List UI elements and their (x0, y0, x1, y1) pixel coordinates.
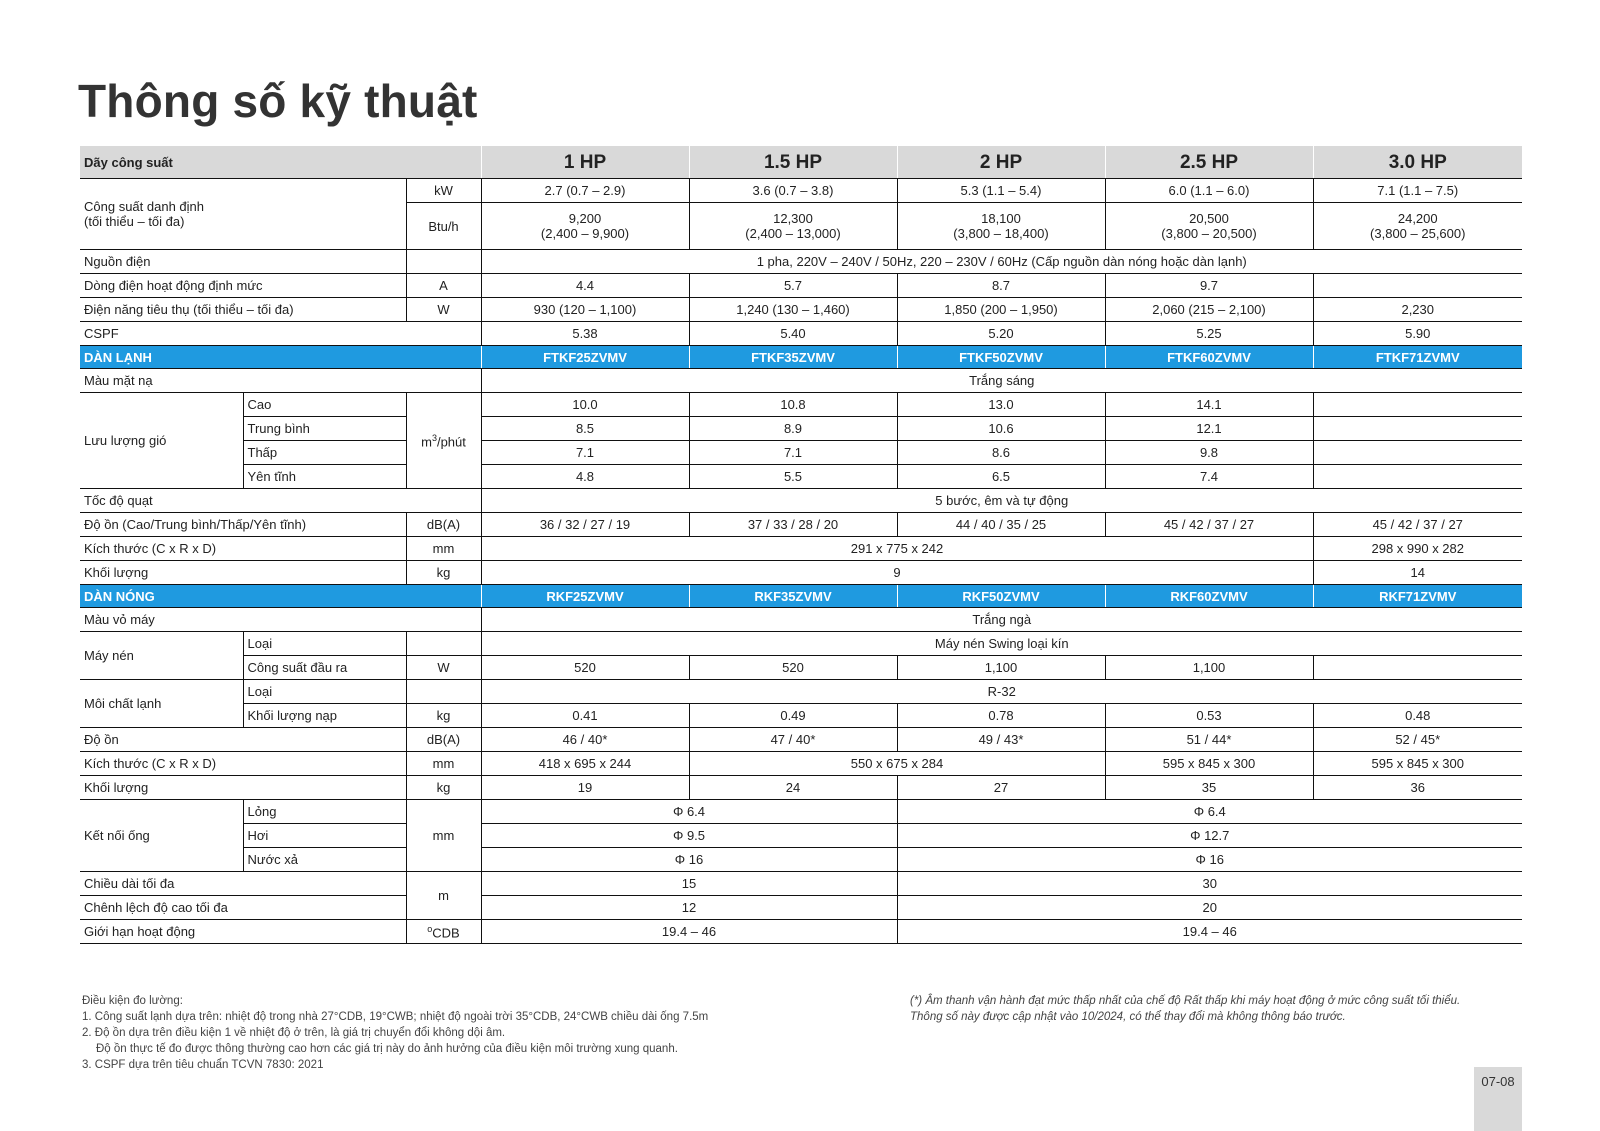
table-row (80, 417, 1522, 441)
cell: 5.38 (481, 322, 689, 346)
table-row (80, 441, 1522, 465)
cell: 15 (481, 872, 897, 896)
unit: m (406, 872, 481, 920)
model: FTKF71ZVMV (1313, 346, 1522, 369)
hp-4: 2.5 HP (1105, 146, 1313, 179)
cell: 12,300 (2,400 – 13,000) (689, 203, 897, 250)
cell: 9.7 (1105, 274, 1313, 298)
cell: 45 / 42 / 37 / 27 (1313, 513, 1522, 537)
indoor-dim-label: Kích thước (C x R x D) (80, 537, 406, 561)
unit: mm (406, 752, 481, 776)
cell: 45 / 42 / 37 / 27 (1105, 513, 1313, 537)
cell: 1,100 (1105, 656, 1313, 680)
cell: 2,060 (215 – 2,100) (1105, 298, 1313, 322)
table-row (80, 513, 1522, 537)
table-row (80, 704, 1522, 728)
sub-label: Loại (243, 680, 406, 704)
cell: 0.41 (481, 704, 689, 728)
sub-label: Loại (243, 632, 406, 656)
cell (1313, 441, 1522, 465)
unit: mm (406, 800, 481, 872)
unit-btu: Btu/h (406, 203, 481, 250)
measurement-notes (82, 993, 708, 1073)
cell: Φ 6.4 (897, 800, 1522, 824)
cell: 19 (481, 776, 689, 800)
cell: 1 pha, 220V – 240V / 50Hz, 220 – 230V / 60Hz (Cấp nguồn dàn nóng hoặc dàn lạnh) (481, 250, 1522, 274)
unit: W (406, 298, 481, 322)
cell: 19.4 – 46 (481, 920, 897, 944)
table-row (80, 752, 1522, 776)
airflow-mode: Trung bình (243, 417, 406, 441)
sub-label: Nước xả (243, 848, 406, 872)
cell: 9,200 (2,400 – 9,900) (481, 203, 689, 250)
table-row (80, 800, 1522, 824)
cell: Φ 12.7 (897, 824, 1522, 848)
sub-label: Hơi (243, 824, 406, 848)
table-row (80, 632, 1522, 656)
footnote-2: Thông số này được cập nhật vào 10/2024, có thể thay đổi mà không thông báo trước. (910, 1011, 1346, 1023)
table-row (80, 896, 1522, 920)
cell: 44 / 40 / 35 / 25 (897, 513, 1105, 537)
cell: 7.4 (1105, 465, 1313, 489)
cell: 930 (120 – 1,100) (481, 298, 689, 322)
cell (1313, 274, 1522, 298)
cell (1313, 393, 1522, 417)
cell: 36 / 32 / 27 / 19 (481, 513, 689, 537)
table-row (80, 680, 1522, 704)
table-row (80, 872, 1522, 896)
table-row (80, 369, 1522, 393)
cell: 2,230 (1313, 298, 1522, 322)
cell: 24 (689, 776, 897, 800)
airflow-unit: $m^3$/phút (406, 393, 481, 489)
table-row (80, 728, 1522, 752)
cell (1313, 417, 1522, 441)
unit-kw: kW (406, 179, 481, 203)
cell: 14 (1313, 561, 1522, 585)
table-row (80, 608, 1522, 632)
table-row (80, 489, 1522, 513)
casing-label: Màu vỏ máy (80, 608, 481, 632)
cell: 7.1 (1.1 – 7.5) (1313, 179, 1522, 203)
unit: dB(A) (406, 513, 481, 537)
cell: Φ 6.4 (481, 800, 897, 824)
cell: 5.20 (897, 322, 1105, 346)
cell: 0.53 (1105, 704, 1313, 728)
cell: 520 (481, 656, 689, 680)
unit: A (406, 274, 481, 298)
table-row (80, 322, 1522, 346)
cell: 7.1 (481, 441, 689, 465)
cell: 8.7 (897, 274, 1105, 298)
cell: 4.4 (481, 274, 689, 298)
cell: Φ 16 (481, 848, 897, 872)
model: FTKF60ZVMV (1105, 346, 1313, 369)
note-heading: Điều kiện đo lường: (82, 995, 183, 1007)
pipe-label: Kết nối ống (80, 800, 243, 872)
airflow-mode: Yên tĩnh (243, 465, 406, 489)
cell: 3.6 (0.7 – 3.8) (689, 179, 897, 203)
cell: 5 bước, êm và tự động (481, 489, 1522, 513)
outdoor-weight-label: Khối lượng (80, 776, 406, 800)
note-2b: Độ ồn thực tế đo được thông thường cao hơn các giá trị này do ảnh hưởng của điều kiện môi trường xung quanh. (96, 1043, 678, 1055)
footnote-1: (*) Âm thanh vận hành đạt mức thấp nhất của chế độ Rất thấp khi máy hoạt động ở mức công suất tối thiểu. (910, 995, 1461, 1007)
cell: 8.5 (481, 417, 689, 441)
compressor-label: Máy nén (80, 632, 243, 680)
cell: 7.1 (689, 441, 897, 465)
model: RKF50ZVMV (897, 585, 1105, 608)
cell: Trắng ngà (481, 608, 1522, 632)
cell (1313, 656, 1522, 680)
header-row (80, 146, 1522, 179)
cell: 27 (897, 776, 1105, 800)
hp-3: 2 HP (897, 146, 1105, 179)
note-2: 2. Độ ồn dựa trên điều kiện 1 về nhiệt độ ở trên, là giá trị chuyển đổi không dội âm. (82, 1027, 506, 1039)
cell: 35 (1105, 776, 1313, 800)
unit: kg (406, 561, 481, 585)
note-1: 1. Công suất lạnh dựa trên: nhiệt độ trong nhà 27°CDB, 19°CWB; nhiệt độ ngoài trời 35°CDB, 24°CWB chiều dài ống 7.5m (82, 1011, 709, 1023)
cell: 10.6 (897, 417, 1105, 441)
cell: 18,100 (3,800 – 18,400) (897, 203, 1105, 250)
cell: 595 x 845 x 300 (1313, 752, 1522, 776)
cell: 10.0 (481, 393, 689, 417)
cell: 13.0 (897, 393, 1105, 417)
outdoor-dim-label: Kích thước (C x R x D) (80, 752, 406, 776)
cell: 0.48 (1313, 704, 1522, 728)
model: FTKF35ZVMV (689, 346, 897, 369)
cell: 5.3 (1.1 – 5.4) (897, 179, 1105, 203)
table-row (80, 656, 1522, 680)
table-row (80, 537, 1522, 561)
cell: 14.1 (1105, 393, 1313, 417)
cell: 291 x 775 x 242 (481, 537, 1313, 561)
hp-5: 3.0 HP (1313, 146, 1522, 179)
cell (1313, 465, 1522, 489)
unit: kg (406, 776, 481, 800)
cell: 12.1 (1105, 417, 1313, 441)
model: RKF60ZVMV (1105, 585, 1313, 608)
cell: 8.6 (897, 441, 1105, 465)
sub-label: Khối lượng nạp (243, 704, 406, 728)
cell: 2.7 (0.7 – 2.9) (481, 179, 689, 203)
table-row (80, 776, 1522, 800)
cell: 49 / 43* (897, 728, 1105, 752)
unit: mm (406, 537, 481, 561)
cell: 46 / 40* (481, 728, 689, 752)
table-row (80, 274, 1522, 298)
cell: Φ 9.5 (481, 824, 897, 848)
hp-1: 1 HP (481, 146, 689, 179)
cell: 595 x 845 x 300 (1105, 752, 1313, 776)
sub-label: Lỏng (243, 800, 406, 824)
cell: 9 (481, 561, 1313, 585)
cell: 5.25 (1105, 322, 1313, 346)
cell: 12 (481, 896, 897, 920)
cell: 10.8 (689, 393, 897, 417)
capacity-label: Công suất danh định (tối thiểu – tối đa) (80, 179, 406, 250)
cell: 24,200 (3,800 – 25,600) (1313, 203, 1522, 250)
cell: 6.0 (1.1 – 6.0) (1105, 179, 1313, 203)
cell: 0.49 (689, 704, 897, 728)
fan-label: Tốc độ quạt (80, 489, 481, 513)
cell: 20 (897, 896, 1522, 920)
unit: W (406, 656, 481, 680)
cell: 19.4 – 46 (897, 920, 1522, 944)
sub-label: Công suất đầu ra (243, 656, 406, 680)
airflow-mode: Cao (243, 393, 406, 417)
power-label: Nguồn điện (80, 250, 406, 274)
cell: 4.8 (481, 465, 689, 489)
cell: 6.5 (897, 465, 1105, 489)
cell: Trắng sáng (481, 369, 1522, 393)
section-title: DÀN NÓNG (80, 585, 481, 608)
footnotes-right (910, 993, 1460, 1025)
model: RKF35ZVMV (689, 585, 897, 608)
outdoor-noise-label: Độ ồn (80, 728, 406, 752)
cell: 5.7 (689, 274, 897, 298)
model: FTKF25ZVMV (481, 346, 689, 369)
indoor-noise-label: Độ ồn (Cao/Trung bình/Thấp/Yên tĩnh) (80, 513, 406, 537)
model: RKF71ZVMV (1313, 585, 1522, 608)
cell: 5.40 (689, 322, 897, 346)
capacity-range-label: Dãy công suất (80, 146, 481, 179)
cell: 37 / 33 / 28 / 20 (689, 513, 897, 537)
indoor-weight-label: Khối lượng (80, 561, 406, 585)
page-title: Thông số kỹ thuật (78, 75, 478, 127)
section-title: DÀN LẠNH (80, 346, 481, 369)
section-outdoor (80, 585, 1522, 608)
cell: 298 x 990 x 282 (1313, 537, 1522, 561)
cspf-label: CSPF (80, 322, 481, 346)
panel-label: Màu mặt nạ (80, 369, 481, 393)
airflow-label: Lưu lượng gió (80, 393, 243, 489)
cell: 550 x 675 x 284 (689, 752, 1105, 776)
cell: 47 / 40* (689, 728, 897, 752)
cell: 1,100 (897, 656, 1105, 680)
refrigerant-label: Môi chất lạnh (80, 680, 243, 728)
cell: 0.78 (897, 704, 1105, 728)
cell: 8.9 (689, 417, 897, 441)
height-label: Chênh lệch độ cao tối đa (80, 896, 406, 920)
section-indoor (80, 346, 1522, 369)
airflow-mode: Thấp (243, 441, 406, 465)
cell: 9.8 (1105, 441, 1313, 465)
table-row (80, 824, 1522, 848)
table-row (80, 393, 1522, 417)
cell: 5.90 (1313, 322, 1522, 346)
table-row (80, 920, 1522, 944)
range-label: Giới hạn hoạt động (80, 920, 406, 944)
cell: 1,240 (130 – 1,460) (689, 298, 897, 322)
unit: $^o$CDB (406, 920, 481, 944)
cell: 51 / 44* (1105, 728, 1313, 752)
table-row (80, 250, 1522, 274)
unit: dB(A) (406, 728, 481, 752)
cell: 52 / 45* (1313, 728, 1522, 752)
cell: 418 x 695 x 244 (481, 752, 689, 776)
cell: 30 (897, 872, 1522, 896)
note-3: 3. CSPF dựa trên tiêu chuẩn TCVN 7830: 2021 (82, 1059, 324, 1071)
model: RKF25ZVMV (481, 585, 689, 608)
current-label: Dòng điện hoạt động định mức (80, 274, 406, 298)
table-row (80, 298, 1522, 322)
spec-table (80, 146, 1522, 944)
cell: 1,850 (200 – 1,950) (897, 298, 1105, 322)
cell: Máy nén Swing loại kín (481, 632, 1522, 656)
cell: 5.5 (689, 465, 897, 489)
table-row (80, 561, 1522, 585)
maxlen-label: Chiều dài tối đa (80, 872, 406, 896)
unit: kg (406, 704, 481, 728)
cell: 20,500 (3,800 – 20,500) (1105, 203, 1313, 250)
consumption-label: Điện năng tiêu thụ (tối thiểu – tối đa) (80, 298, 406, 322)
cell: R-32 (481, 680, 1522, 704)
cell: 36 (1313, 776, 1522, 800)
cell: Φ 16 (897, 848, 1522, 872)
table-row (80, 848, 1522, 872)
model: FTKF50ZVMV (897, 346, 1105, 369)
page-number: 07-08 (1474, 1067, 1522, 1131)
table-row (80, 179, 1522, 203)
cell: 520 (689, 656, 897, 680)
table-row (80, 465, 1522, 489)
hp-2: 1.5 HP (689, 146, 897, 179)
